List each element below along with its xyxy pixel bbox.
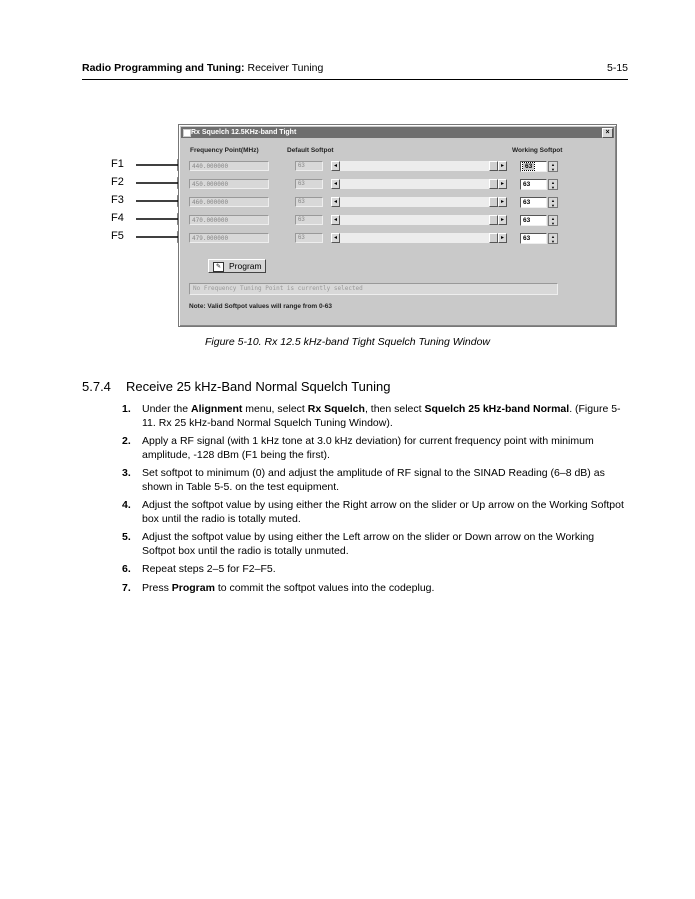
softpot-spinner[interactable]: ▲ ▼: [548, 197, 558, 208]
header-title-rest: Receiver Tuning: [244, 62, 324, 74]
column-header-working-softpot: Working Softpot: [512, 147, 563, 154]
step-number: 3.: [122, 467, 131, 479]
section-number: 5.7.4: [82, 379, 111, 394]
slider-right-arrow[interactable]: ▸: [498, 161, 507, 171]
section-title: Receive 25 kHz-Band Normal Squelch Tuning: [126, 379, 391, 394]
step-item: 1. Under the Alignment menu, select Rx Squelch, then select Squelch 25 kHz-band Normal. (Figure 5-11. Rx 25 kHz-band Normal Squelch Tuning Window).: [122, 403, 621, 429]
step-number: 6.: [122, 563, 131, 575]
window-title: Rx Squelch 12.5KHz-band Tight: [191, 129, 297, 136]
page-number: 5-15: [606, 62, 628, 74]
label-f5: F5: [111, 230, 124, 242]
column-header-frequency: Frequency Point(MHz): [190, 147, 259, 154]
softpot-spinner[interactable]: ▲ ▼: [548, 161, 558, 172]
step-item: 3. Set softpot to minimum (0) and adjust the amplitude of RF signal to the SINAD Reading (6–8 dB) as shown in Table 5-5. on the test equipment.: [122, 467, 605, 493]
slider-right-arrow[interactable]: ▸: [498, 179, 507, 189]
slider-left-arrow[interactable]: ◂: [331, 197, 340, 207]
slider-track[interactable]: [340, 161, 489, 171]
working-softpot-value: 63: [523, 235, 531, 242]
slider-right-arrow[interactable]: ▸: [498, 215, 507, 225]
step-item: 6. Repeat steps 2–5 for F2–F5.: [122, 563, 276, 575]
slider-right-arrow[interactable]: ▸: [498, 233, 507, 243]
frequency-field: 450.000000: [189, 179, 269, 189]
frequency-field: 470.000000: [189, 215, 269, 225]
label-f1: F1: [111, 158, 124, 170]
slider-track[interactable]: [340, 233, 489, 243]
softpot-spinner[interactable]: ▲ ▼: [548, 215, 558, 226]
window-titlebar: [181, 127, 614, 138]
slider-right-arrow[interactable]: ▸: [498, 197, 507, 207]
softpot-slider[interactable]: [331, 197, 507, 207]
frequency-field: 479.000000: [189, 233, 269, 243]
default-softpot-field: 63: [295, 197, 323, 207]
default-softpot-field: 63: [295, 179, 323, 189]
tuning-row-f3: [179, 197, 616, 209]
step-item: 4. Adjust the softpot value by using either the Right arrow on the slider or Up arrow on the Working Softpot box until the radio is totally muted.: [122, 499, 624, 525]
working-softpot-value: 63: [523, 217, 531, 224]
softpot-slider[interactable]: [331, 233, 507, 243]
step-number: 1.: [122, 403, 131, 415]
step-emphasis: Alignment: [191, 403, 243, 415]
label-f3: F3: [111, 194, 124, 206]
section-heading: [82, 379, 390, 394]
slider-thumb[interactable]: [489, 161, 498, 171]
default-softpot-field: 63: [295, 161, 323, 171]
program-button-label: Program: [229, 261, 262, 271]
slider-track[interactable]: [340, 179, 489, 189]
step-item: 2. Apply a RF signal (with 1 kHz tone at 3.0 kHz deviation) for current frequency point with minimum amplitude, -128 dBm (F1 being the first).: [122, 435, 594, 461]
step-number: 5.: [122, 531, 131, 543]
step-number: 7.: [122, 581, 131, 594]
procedure-steps: [122, 403, 630, 600]
working-softpot-input[interactable]: [520, 233, 547, 244]
slider-thumb[interactable]: [489, 179, 498, 189]
softpot-slider[interactable]: [331, 215, 507, 225]
slider-thumb[interactable]: [489, 215, 498, 225]
working-softpot-input[interactable]: [520, 215, 547, 226]
slider-thumb[interactable]: [489, 197, 498, 207]
slider-left-arrow[interactable]: ◂: [331, 233, 340, 243]
slider-track[interactable]: [340, 197, 489, 207]
working-softpot-input[interactable]: [520, 179, 547, 190]
slider-left-arrow[interactable]: ◂: [331, 161, 340, 171]
program-icon: ✎: [213, 262, 224, 272]
label-f2: F2: [111, 176, 124, 188]
step-number: 2.: [122, 435, 131, 447]
softpot-spinner[interactable]: ▲ ▼: [548, 233, 558, 244]
tuning-row-f5: [179, 233, 616, 245]
window-app-icon: [183, 129, 191, 137]
close-button[interactable]: ×: [602, 128, 613, 138]
status-field: No Frequency Tuning Point is currently selected: [189, 283, 558, 295]
default-softpot-field: 63: [295, 233, 323, 243]
figure-caption: Figure 5-10. Rx 12.5 kHz-band Tight Squelch Tuning Window: [204, 336, 490, 348]
column-header-default-softpot: Default Softpot: [287, 147, 334, 154]
tuning-row-f1: [179, 161, 616, 173]
softpot-range-note: Note: Valid Softpot values will range from 0-63: [189, 303, 333, 310]
slider-track[interactable]: [340, 215, 489, 225]
default-softpot-field: 63: [295, 215, 323, 225]
working-softpot-value: 63: [525, 163, 533, 170]
working-softpot-value: 63: [523, 199, 531, 206]
softpot-slider[interactable]: [331, 161, 507, 171]
step-item: 5. Adjust the softpot value by using either the Left arrow on the slider or Down arrow on the Working Softpot box until the radio is totally unmuted.: [122, 531, 595, 557]
step-number: 4.: [122, 499, 131, 511]
working-softpot-input[interactable]: [520, 161, 547, 172]
slider-thumb[interactable]: [489, 233, 498, 243]
tuning-row-f2: [179, 179, 616, 191]
program-button[interactable]: [208, 259, 266, 273]
softpot-spinner[interactable]: ▲ ▼: [548, 179, 558, 190]
step-emphasis: Program: [171, 581, 215, 594]
header-title-bold: Radio Programming and Tuning:: [82, 62, 245, 74]
label-f4: F4: [111, 212, 124, 224]
tuning-row-f4: [179, 215, 616, 227]
frequency-field: 440.000000: [189, 161, 269, 171]
step-emphasis: Rx Squelch: [307, 403, 365, 415]
softpot-slider[interactable]: [331, 179, 507, 189]
step-emphasis: Squelch 25 kHz-band Normal: [424, 403, 570, 415]
slider-left-arrow[interactable]: ◂: [331, 179, 340, 189]
working-softpot-input[interactable]: [520, 197, 547, 208]
frequency-field: 460.000000: [189, 197, 269, 207]
working-softpot-value: 63: [523, 181, 531, 188]
step-item: 7. Press Program to commit the softpot values into the codeplug.: [122, 581, 435, 594]
rx-squelch-window: [178, 124, 617, 327]
slider-left-arrow[interactable]: ◂: [331, 215, 340, 225]
